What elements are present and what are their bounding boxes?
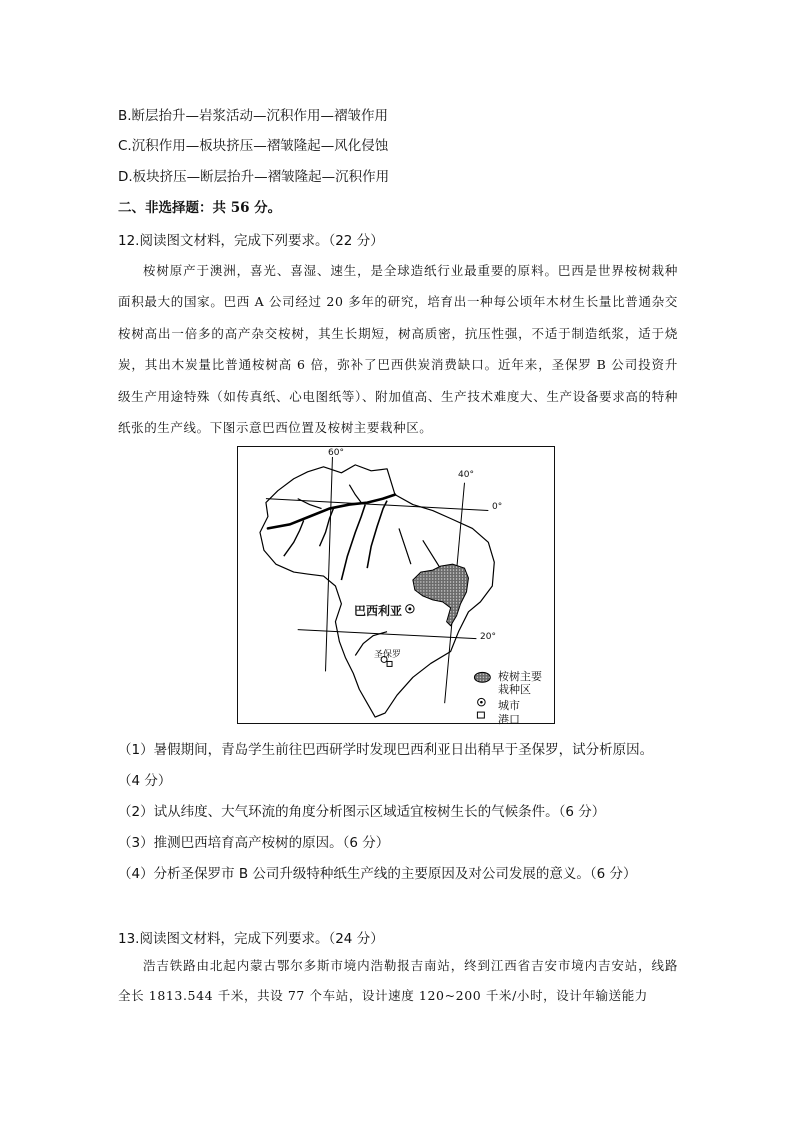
legend-city-symbol	[478, 698, 486, 706]
legend-eucalyptus-symbol	[474, 672, 490, 682]
label-lon-60: 60°	[328, 448, 344, 458]
q12-question-1: （1）暑假期间，青岛学生前往巴西研学时发现巴西利亚日出稍早于圣保罗，试分析原因。	[118, 742, 654, 758]
brasilia-marker	[406, 605, 414, 613]
eucalyptus-region	[413, 564, 469, 626]
label-brasilia: 巴西利亚	[354, 604, 403, 618]
legend-port-label: 港口	[498, 713, 520, 726]
q12-question-3: （3）推测巴西培育高产桉树的原因。（6 分）	[118, 835, 390, 851]
label-lat-0: 0°	[492, 502, 503, 512]
label-sao-paulo: 圣保罗	[374, 650, 402, 660]
q12-question-2: （2）试从纬度、大气环流的角度分析图示区域适宜桉树生长的气候条件。（6 分）	[118, 804, 606, 820]
option-d: D.板块挤压—断层抬升—褶皱隆起—沉积作用	[118, 169, 390, 185]
brazil-map	[237, 446, 555, 724]
label-lon-40: 40°	[458, 470, 474, 480]
legend-city-label: 城市	[498, 699, 520, 712]
q12-question-1-score: （4 分）	[118, 773, 172, 789]
q13-title: 13.阅读图文材料，完成下列要求。（24 分）	[118, 931, 384, 947]
meridian-60	[326, 457, 333, 671]
legend-port-symbol	[477, 712, 484, 718]
q12-question-4: （4）分析圣保罗市 B 公司升级特种纸生产线的主要原因及对公司发展的意义。（6 分）	[118, 866, 637, 882]
q12-material-paragraph: 桉树原产于澳洲，喜光、喜湿、速生，是全球造纸行业最重要的原料。巴西是世界桉树栽种面积最大的国家。巴西 A 公司经过 20 多年的研究，培育出一种每公顷年木材生长量比普通杂交桉树高出一倍多的高产杂交桉树，其生长期短，树高质密，抗压性强，不适于制造纸浆，适于烧炭，其出木炭量比普通桉树高 6 倍，弥补了巴西供炭消费缺口。近年来，圣保罗 B 公司投资升级生产用途特殊（如传真纸、心电图纸等）、附加值高、生产技术难度大、生产设备要求高的特种纸张的生产线。下图示意巴西位置及桉树主要栽种区。	[118, 263, 678, 436]
legend-eucalyptus-label-2: 栽种区	[498, 683, 531, 696]
q13-material-paragraph: 浩吉铁路由北起内蒙古鄂尔多斯市境内浩勒报吉南站，终到江西省吉安市境内吉安站，线路全长 1813.544 千米，共设 77 个车站，设计速度 120~200 千米/小时，设计年输送能力	[118, 958, 678, 1003]
option-c: C.沉积作用—板块挤压—褶皱隆起—风化侵蚀	[118, 138, 389, 154]
q12-title: 12.阅读图文材料，完成下列要求。（22 分）	[118, 233, 384, 249]
section-heading: 二、非选择题：共 56 分。	[118, 200, 282, 216]
label-lat-20: 20°	[480, 632, 496, 642]
option-b: B.断层抬升—岩浆活动—沉积作用—褶皱作用	[118, 108, 389, 124]
parallel-20	[298, 630, 477, 639]
legend-eucalyptus-label-1: 桉树主要	[498, 670, 542, 683]
